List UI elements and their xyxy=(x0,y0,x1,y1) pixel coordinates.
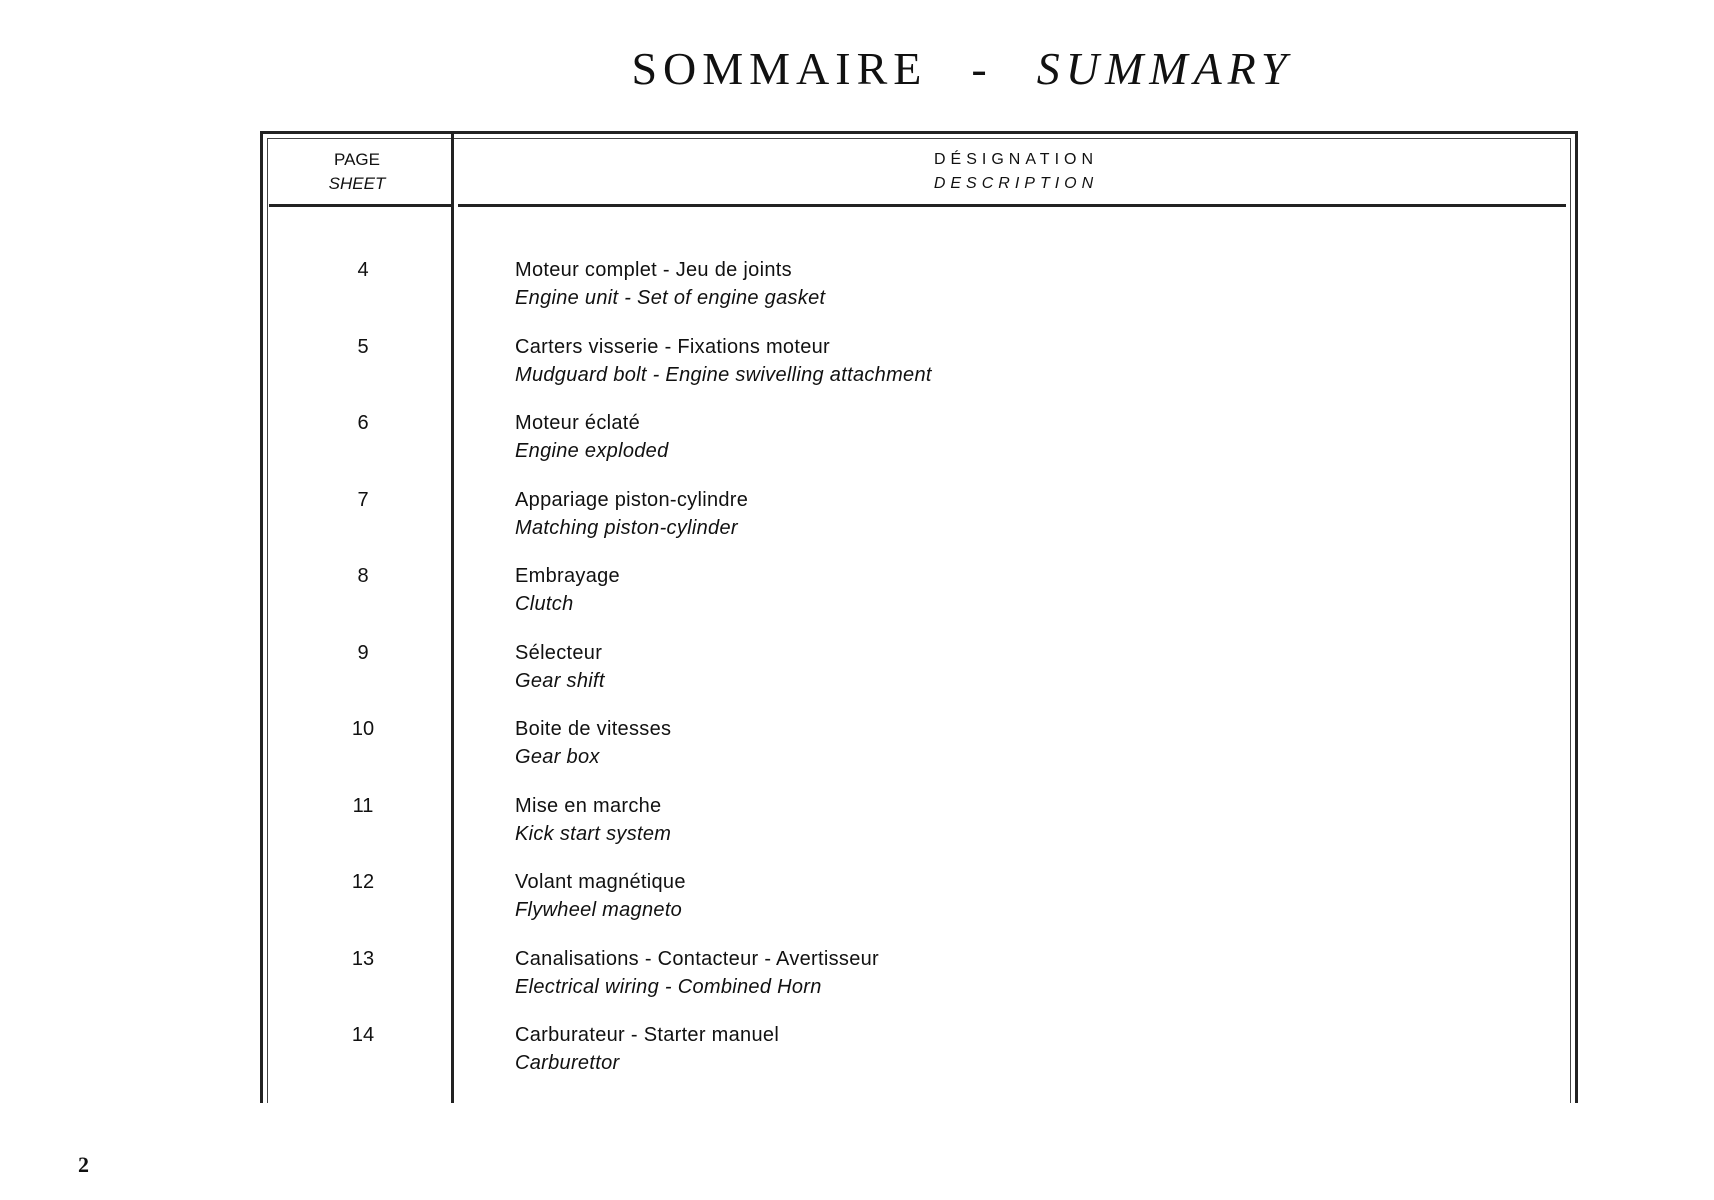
header-page-column xyxy=(263,148,451,196)
row-description-fr: Volant magnétique xyxy=(515,871,686,893)
row-description-en: Kick start system xyxy=(515,822,672,845)
page-title xyxy=(0,42,1714,95)
row-description xyxy=(515,868,686,924)
row-description-fr: Appariage piston-cylindre xyxy=(515,488,749,511)
row-page-number: 5 xyxy=(357,335,369,358)
row-page-number: 4 xyxy=(357,259,369,281)
title-english: SUMMARY xyxy=(1036,43,1293,94)
header-rule-right xyxy=(458,204,1566,207)
toc-row xyxy=(263,945,1575,1022)
row-description-en: Engine unit - Set of engine gasket xyxy=(515,287,826,309)
toc-table xyxy=(260,131,1578,1103)
toc-row xyxy=(263,562,1575,639)
row-description-fr: Carburateur - Starter manuel xyxy=(515,1024,780,1046)
row-page-number: 8 xyxy=(357,565,369,587)
row-description-fr: Boite de vitesses xyxy=(515,718,672,740)
header-designation-en: DESCRIPTION xyxy=(933,175,1099,192)
title-separator: - xyxy=(971,43,993,94)
row-description-en: Flywheel magneto xyxy=(515,899,683,921)
row-description-fr: Canalisations - Contacteur - Avertisseur xyxy=(515,947,880,970)
row-description xyxy=(515,486,748,542)
toc-row xyxy=(263,486,1575,563)
row-description-en: Gear shift xyxy=(515,669,605,692)
row-description-en: Matching piston-cylinder xyxy=(515,516,738,539)
row-page-number: 10 xyxy=(351,718,375,740)
row-description-en: Engine exploded xyxy=(515,440,669,462)
toc-row xyxy=(263,715,1575,792)
row-description-fr: Sélecteur xyxy=(515,641,603,664)
toc-row xyxy=(263,868,1575,945)
row-description xyxy=(515,333,932,389)
row-description-en: Clutch xyxy=(515,593,574,615)
row-page-number: 7 xyxy=(357,488,369,511)
toc-row xyxy=(263,256,1575,333)
row-description xyxy=(515,562,620,618)
row-description xyxy=(515,639,605,695)
row-description-en: Carburettor xyxy=(515,1052,620,1074)
toc-row xyxy=(263,792,1575,869)
toc-row xyxy=(263,1021,1575,1098)
title-french: SOMMAIRE xyxy=(631,43,928,94)
row-description xyxy=(515,256,825,312)
toc-row xyxy=(263,409,1575,486)
row-page-number: 12 xyxy=(351,871,375,893)
header-page-fr: PAGE xyxy=(334,150,380,169)
header-description-column xyxy=(454,148,1572,196)
header-designation-fr: DÉSIGNATION xyxy=(933,151,1099,168)
page-number: 2 xyxy=(78,1152,89,1177)
row-description xyxy=(515,715,671,771)
row-description xyxy=(515,792,671,848)
toc-row xyxy=(263,333,1575,410)
row-description xyxy=(515,1021,779,1077)
row-description xyxy=(515,409,669,465)
row-description-en: Gear box xyxy=(515,746,600,768)
row-description-fr: Embrayage xyxy=(515,565,620,587)
row-page-number: 11 xyxy=(352,794,374,817)
row-description-en: Electrical wiring - Combined Horn xyxy=(515,975,822,998)
row-description-fr: Mise en marche xyxy=(515,794,662,817)
header-page-en: SHEET xyxy=(328,174,386,193)
toc-entries xyxy=(263,256,1575,1098)
header-rule-left xyxy=(269,204,451,207)
row-page-number: 9 xyxy=(357,641,369,664)
row-description-fr: Carters visserie - Fixations moteur xyxy=(515,335,831,358)
toc-row xyxy=(263,639,1575,716)
row-description xyxy=(515,945,879,1001)
row-description-fr: Moteur complet - Jeu de joints xyxy=(515,259,792,281)
row-page-number: 14 xyxy=(351,1024,375,1046)
row-page-number: 13 xyxy=(351,947,375,970)
row-description-fr: Moteur éclaté xyxy=(515,412,641,434)
row-page-number: 6 xyxy=(357,412,369,434)
row-description-en: Mudguard bolt - Engine swivelling attachment xyxy=(515,363,932,386)
